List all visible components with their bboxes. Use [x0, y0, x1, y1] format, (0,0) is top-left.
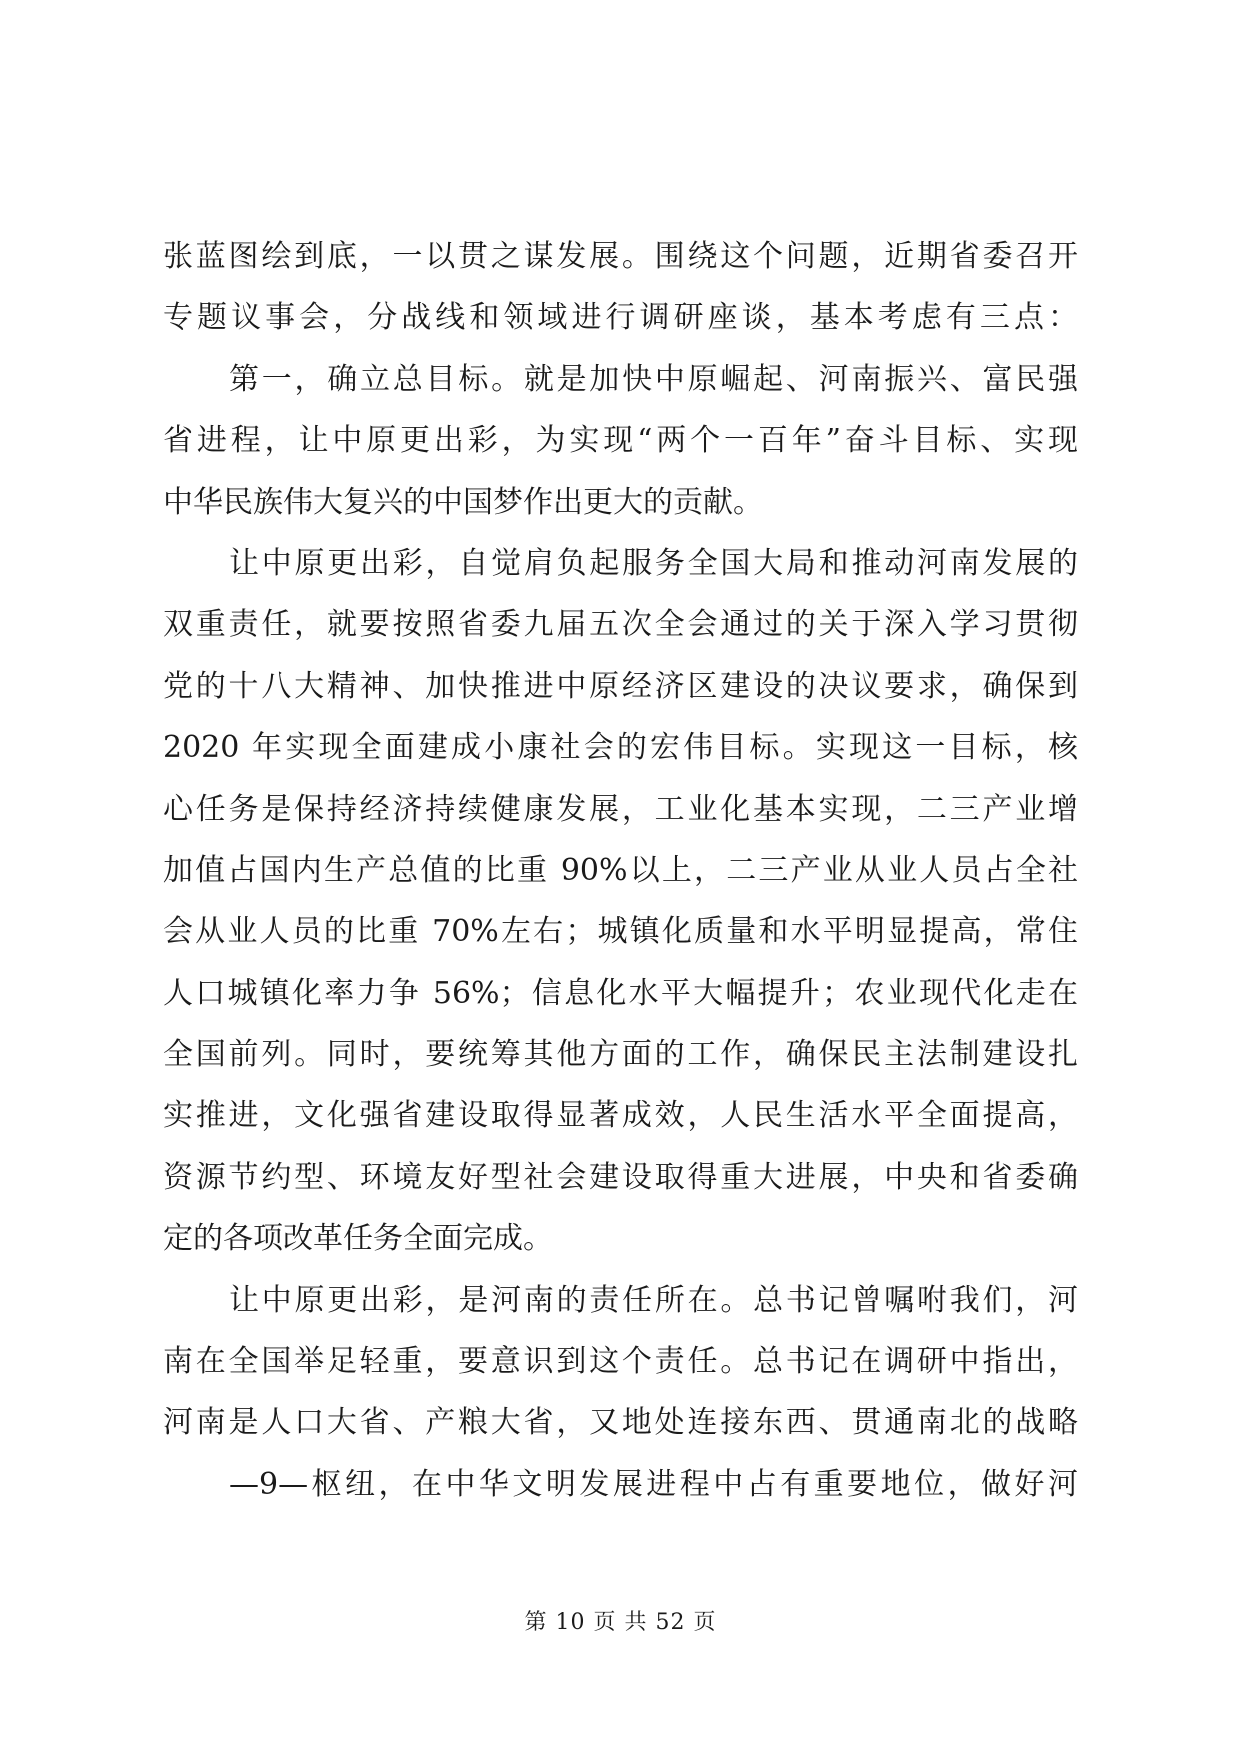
- text-line: —9—枢纽，在中华文明发展进程中占有重要地位，做好河: [229, 1466, 1078, 1502]
- text-line: 全国前列。同时，要统筹其他方面的工作，确保民主法制建设扎: [163, 1037, 1078, 1073]
- text-line: 张蓝图绘到底，一以贯之谋发展。围绕这个问题，近期省委召开: [163, 239, 1078, 274]
- text-line: 加值占国内生产总值的比重 90%以上，二三产业从业人员占全社: [163, 852, 1078, 888]
- text-line: 中华民族伟大复兴的中国梦作出更大的贡献。: [163, 484, 763, 520]
- text-line: 党的十八大精神、加快推进中原经济区建设的决议要求，确保到: [163, 668, 1078, 704]
- text-line: 河南是人口大省、产粮大省，又地处连接东西、贯通南北的战略: [163, 1405, 1078, 1441]
- text-line: 省进程，让中原更出彩，为实现“两个一百年”奋斗目标、实现: [163, 423, 1078, 459]
- text-line: 实推进，文化强省建设取得显著成效，人民生活水平全面提高，: [163, 1098, 1078, 1134]
- document-body: [163, 226, 1078, 1515]
- text-line: 心任务是保持经济持续健康发展，工业化基本实现，二三产业增: [163, 791, 1078, 827]
- page-footer: 第 10 页 共 52 页: [524, 1610, 717, 1635]
- text-line: 双重责任，就要按照省委九届五次全会通过的关于深入学习贯彻: [163, 607, 1078, 643]
- text-line: 让中原更出彩，自觉肩负起服务全国大局和推动河南发展的: [229, 545, 1078, 581]
- text-line: 人口城镇化率力争 56%；信息化水平大幅提升；农业现代化走在: [163, 975, 1078, 1011]
- text-line: 定的各项改革任务全面完成。: [163, 1221, 553, 1257]
- text-line: 2020 年实现全面建成小康社会的宏伟目标。实现这一目标，核: [163, 730, 1078, 766]
- text-line: 专题议事会，分战线和领域进行调研座谈，基本考虑有三点：: [163, 300, 1078, 336]
- text-line: 让中原更出彩，是河南的责任所在。总书记曾嘱咐我们，河: [229, 1282, 1078, 1318]
- text-line: 第一，确立总目标。就是加快中原崛起、河南振兴、富民强: [229, 361, 1078, 397]
- text-line: 南在全国举足轻重，要意识到这个责任。总书记在调研中指出，: [163, 1344, 1078, 1380]
- text-line: 会从业人员的比重 70%左右；城镇化质量和水平明显提高，常住: [163, 914, 1078, 950]
- text-line: 资源节约型、环境友好型社会建设取得重大进展，中央和省委确: [163, 1159, 1078, 1195]
